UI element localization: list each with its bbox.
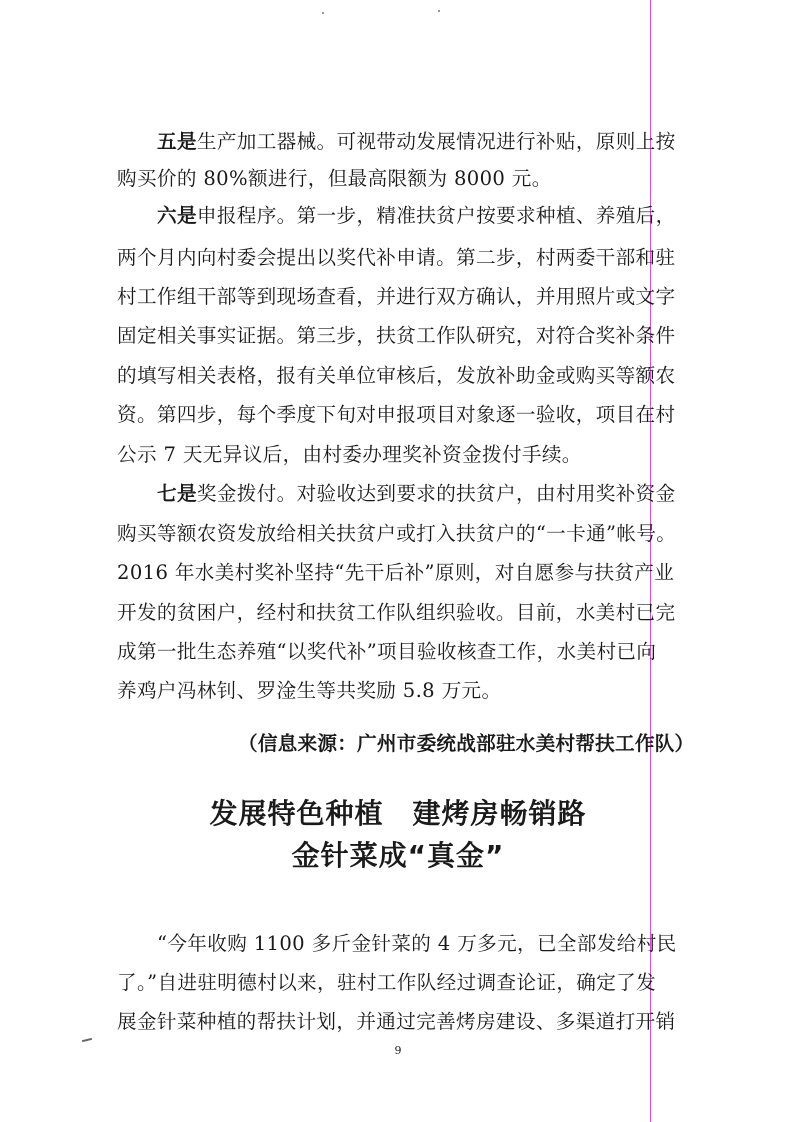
paragraph-6-line-1: 六是申报程序。第一步，精准扶贫户按要求种植、养殖后， xyxy=(157,204,676,227)
paragraph-7-line-6: 养鸡户冯林钊、罗淦生等共奖励 5.8 万元。 xyxy=(117,679,502,702)
paragraph-7-line-1: 七是奖金拨付。对验收达到要求的扶贫户，由村用奖补资金 xyxy=(157,482,676,505)
paragraph-7-line-3: 2016 年水美村奖补坚持“先干后补”原则，对自愿参与扶贫产业 xyxy=(117,561,675,584)
paragraph-6-line-2: 两个月内向村委会提出以奖代补申请。第二步，村两委干部和驻 xyxy=(117,246,676,269)
article-line-1: “今年收购 1100 多斤金针菜的 4 万多元，已全部发给村民 xyxy=(157,932,677,955)
paragraph-6-lead: 六是 xyxy=(157,204,197,227)
paragraph-6-line-4: 固定相关事实证据。第三步，扶贫工作队研究，对符合奖补条件 xyxy=(117,324,676,347)
paragraph-5-line-1: 五是生产加工器械。可视带动发展情况进行补贴，原则上按 xyxy=(157,130,676,153)
paragraph-5-lead: 五是 xyxy=(157,130,197,153)
page-number: 9 xyxy=(394,1044,402,1057)
paragraph-7-lead: 七是 xyxy=(157,482,197,505)
paragraph-7-line-2: 购买等额农资发放给相关扶贫户或打入扶贫户的“一卡通”帐号。 xyxy=(117,522,677,545)
scan-speck xyxy=(438,10,440,12)
paragraph-7-line-4: 开发的贫困户，经村和扶贫工作队组织验收。目前，水美村已完 xyxy=(117,601,676,624)
paragraph-6-line-3: 村工作组干部等到现场查看，并进行双方确认，并用照片或文字 xyxy=(117,285,676,308)
paragraph-5-line-2: 购买价的 80%额进行，但最高限额为 8000 元。 xyxy=(117,167,552,190)
article-line-2: 了。”自进驻明德村以来，驻村工作队经过调查论证，确定了发 xyxy=(117,971,657,994)
paragraph-6-line-7: 公示 7 天无异议后，由村委办理奖补资金拨付手续。 xyxy=(117,443,582,466)
paragraph-6-line-5: 的填写相关表格，报有关单位审核后，发放补助金或购买等额农 xyxy=(117,364,676,387)
article-line-3: 展金针菜种植的帮扶计划，并通过完善烤房建设、多渠道打开销 xyxy=(117,1010,676,1033)
scan-speck xyxy=(322,12,324,14)
source-attribution: （信息来源：广州市委统战部驻水美村帮扶工作队） xyxy=(238,732,695,755)
article-title-line-2: 金针菜成“真金” xyxy=(291,839,505,872)
paragraph-7-line-5: 成第一批生态养殖“以奖代补”项目验收核查工作，水美村已向 xyxy=(117,640,657,663)
article-title-line-1: 发展特色种植 建烤房畅销路 xyxy=(209,797,587,830)
paragraph-6-line-6: 资。第四步，每个季度下旬对申报项目对象逐一验收，项目在村 xyxy=(117,403,676,426)
scan-mark xyxy=(82,1038,92,1042)
